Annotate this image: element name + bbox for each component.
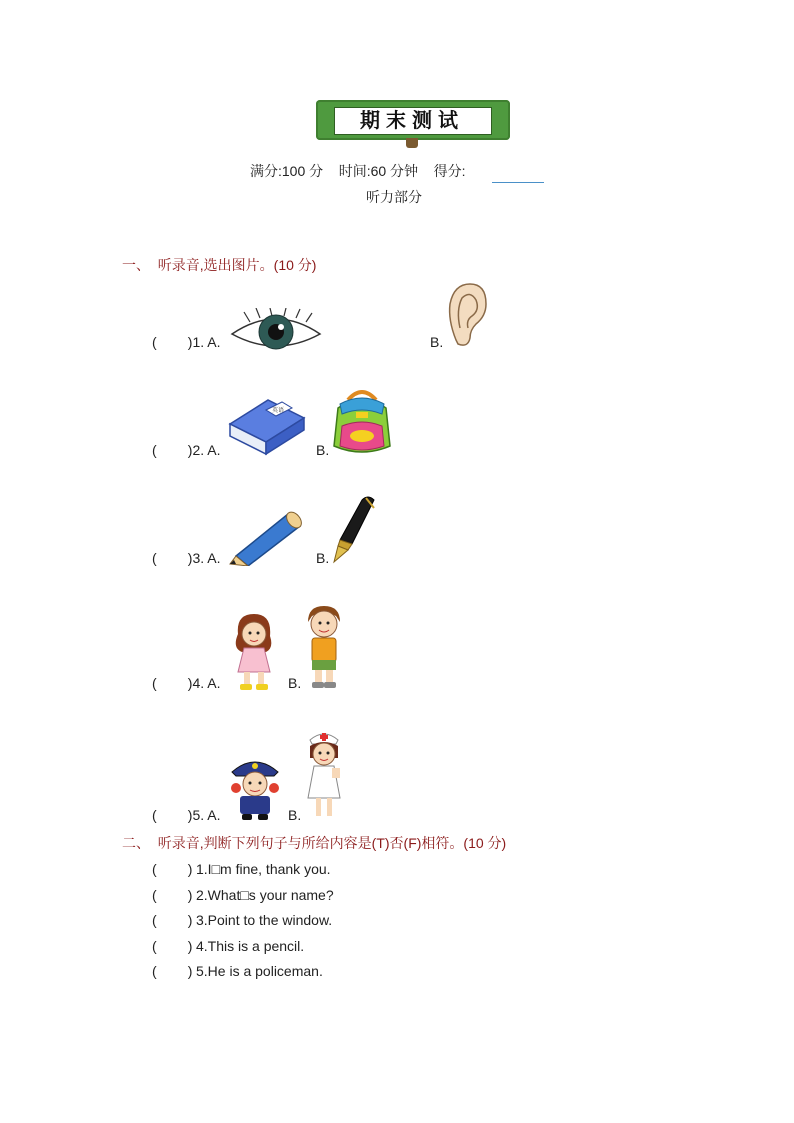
- policeman-picture: [228, 754, 282, 822]
- part2-item1-text: 1.I□m fine, thank you.: [196, 861, 331, 877]
- banner-tab: [406, 138, 418, 148]
- eye-picture: [230, 308, 322, 350]
- part2-item5-paren: ( ): [152, 963, 193, 979]
- part2-item4-paren: ( ): [152, 938, 193, 954]
- item3-label: ( )3. A.: [152, 550, 221, 566]
- item5-option-b: B.: [288, 807, 302, 823]
- part2-item5-text: 5.He is a policeman.: [196, 963, 323, 979]
- title-banner: [316, 100, 510, 144]
- part1-heading: 一、 听录音,选出图片。(10 分): [122, 257, 317, 273]
- part2-item3-text: 3.Point to the window.: [196, 912, 333, 928]
- item1-option-b: B.: [430, 334, 444, 350]
- item1-label: ( )1. A.: [152, 334, 221, 350]
- girl-picture: [228, 612, 278, 692]
- part2-item3-paren: ( ): [152, 912, 193, 928]
- item3-option-b: B.: [316, 550, 330, 566]
- pencil-picture: [228, 506, 304, 566]
- ear-picture: [444, 280, 490, 350]
- section-label: 听力部分: [366, 189, 422, 205]
- boy-picture: [302, 604, 344, 692]
- fountain-pen-picture: [326, 494, 378, 564]
- nurse-picture: [302, 728, 346, 822]
- book-picture: [226, 396, 306, 458]
- item5-label: ( )5. A.: [152, 807, 221, 823]
- part2-item2-text: 2.What□s your name?: [196, 887, 334, 903]
- score-info: 满分:100 分 时间:60 分钟 得分:: [250, 163, 466, 179]
- backpack-picture: [328, 386, 396, 458]
- part2-item4-text: 4.This is a pencil.: [196, 938, 305, 954]
- item2-label: ( )2. A.: [152, 442, 221, 458]
- book-cover-text: 英语: [272, 407, 285, 414]
- item4-label: ( )4. A.: [152, 675, 221, 691]
- part2-item1-paren: ( ): [152, 861, 193, 877]
- score-blank[interactable]: [492, 182, 544, 183]
- item2-option-b: B.: [316, 442, 330, 458]
- page-title: 期末测试: [360, 108, 464, 132]
- part2-item2-paren: ( ): [152, 887, 193, 903]
- item4-option-b: B.: [288, 675, 302, 691]
- part2-heading: 二、 听录音,判断下列句子与所给内容是(T)否(F)相符。(10 分): [122, 835, 507, 851]
